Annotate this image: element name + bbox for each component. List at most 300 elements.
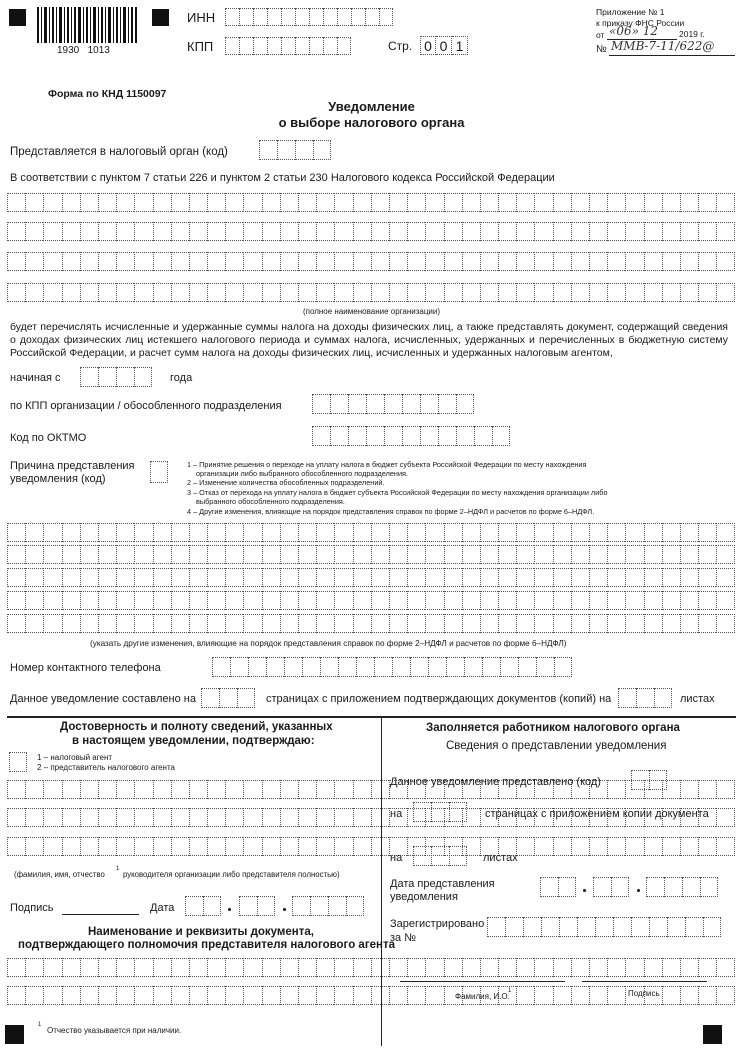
confirm-date-day[interactable] [185,896,221,916]
entry-cell[interactable] [716,808,734,827]
entry-cell[interactable] [262,986,280,1005]
other-changes-row-1[interactable] [7,523,735,542]
entry-cell[interactable] [316,614,334,633]
entry-cell[interactable] [334,252,352,271]
entry-cell[interactable] [171,545,189,564]
entry-cell[interactable] [353,568,371,587]
entry-cell[interactable] [207,252,225,271]
entry-cell[interactable] [225,252,243,271]
doc-row-2[interactable] [7,986,735,1005]
entry-cell[interactable] [353,591,371,610]
entry-cell[interactable] [498,614,516,633]
entry-cell[interactable] [407,545,425,564]
entry-cell[interactable] [553,222,571,241]
entry-cell[interactable] [644,837,662,856]
entry-cell[interactable] [43,808,61,827]
office-date-day[interactable] [540,877,576,897]
entry-cell[interactable] [407,614,425,633]
entry-cell[interactable] [607,545,625,564]
entry-cell[interactable] [389,252,407,271]
entry-cell[interactable] [353,780,371,799]
entry-cell[interactable] [280,614,298,633]
entry-cell[interactable] [262,252,280,271]
entry-cell[interactable] [571,568,589,587]
entry-cell[interactable] [116,523,134,542]
entry-cell[interactable] [716,545,734,564]
entry-cell[interactable] [353,545,371,564]
entry-cell[interactable] [207,958,225,977]
entry-cell[interactable] [43,545,61,564]
entry-cell[interactable] [43,986,61,1005]
entry-cell[interactable] [207,523,225,542]
entry-cell[interactable] [516,252,534,271]
entry-cell[interactable] [680,591,698,610]
entry-cell[interactable] [698,568,716,587]
entry-cell[interactable] [625,545,643,564]
entry-cell[interactable] [680,958,698,977]
entry-cell[interactable] [262,591,280,610]
entry-cell[interactable] [116,808,134,827]
entry-cell[interactable] [353,986,371,1005]
entry-cell[interactable] [371,614,389,633]
entry-cell[interactable] [134,568,152,587]
entry-cell[interactable] [225,780,243,799]
entry-cell[interactable] [98,523,116,542]
entry-cell[interactable] [43,568,61,587]
entry-cell[interactable] [43,780,61,799]
entry-cell[interactable] [353,283,371,302]
entry-cell[interactable] [7,252,25,271]
entry-cell[interactable] [662,545,680,564]
entry-cell[interactable] [298,283,316,302]
entry-cell[interactable] [116,252,134,271]
entry-cell[interactable] [589,252,607,271]
entry-cell[interactable] [62,545,80,564]
entry-cell[interactable] [534,958,552,977]
entry-cell[interactable] [462,568,480,587]
entry-cell[interactable] [153,222,171,241]
entry-cell[interactable] [716,780,734,799]
entry-cell[interactable] [353,523,371,542]
entry-cell[interactable] [407,591,425,610]
entry-cell[interactable] [316,568,334,587]
entry-cell[interactable] [644,222,662,241]
entry-cell[interactable] [716,222,734,241]
entry-cell[interactable] [225,614,243,633]
entry-cell[interactable] [334,780,352,799]
entry-cell[interactable] [7,986,25,1005]
entry-cell[interactable] [262,958,280,977]
entry-cell[interactable] [498,193,516,212]
entry-cell[interactable] [407,283,425,302]
entry-cell[interactable] [25,808,43,827]
entry-cell[interactable] [98,591,116,610]
entry-cell[interactable] [516,283,534,302]
entry-cell[interactable] [644,193,662,212]
entry-cell[interactable] [280,780,298,799]
entry-cell[interactable] [498,283,516,302]
entry-cell[interactable] [280,523,298,542]
entry-cell[interactable] [334,614,352,633]
entry-cell[interactable] [316,523,334,542]
office-date-year[interactable] [646,877,718,897]
entry-cell[interactable] [171,986,189,1005]
entry-cell[interactable] [389,545,407,564]
entry-cell[interactable] [498,958,516,977]
entry-cell[interactable] [298,780,316,799]
entry-cell[interactable] [553,614,571,633]
entry-cell[interactable] [153,780,171,799]
page-number-field[interactable]: 0 0 1 [420,36,468,55]
entry-cell[interactable] [534,193,552,212]
entry-cell[interactable] [716,283,734,302]
entry-cell[interactable] [498,591,516,610]
entry-cell[interactable] [262,193,280,212]
entry-cell[interactable] [189,545,207,564]
entry-cell[interactable] [280,252,298,271]
entry-cell[interactable] [262,283,280,302]
entry-cell[interactable] [625,568,643,587]
entry-cell[interactable] [534,614,552,633]
entry-cell[interactable] [43,614,61,633]
entry-cell[interactable] [243,614,261,633]
entry-cell[interactable] [680,222,698,241]
entry-cell[interactable] [280,193,298,212]
entry-cell[interactable] [43,222,61,241]
entry-cell[interactable] [444,545,462,564]
kpp-field[interactable] [225,37,351,55]
entry-cell[interactable] [425,591,443,610]
entry-cell[interactable] [298,614,316,633]
entry-cell[interactable] [298,986,316,1005]
entry-cell[interactable] [43,252,61,271]
entry-cell[interactable] [98,222,116,241]
entry-cell[interactable] [553,193,571,212]
entry-cell[interactable] [116,283,134,302]
entry-cell[interactable] [153,614,171,633]
entry-cell[interactable] [262,568,280,587]
entry-cell[interactable] [462,193,480,212]
entry-cell[interactable] [480,283,498,302]
entry-cell[interactable] [62,222,80,241]
entry-cell[interactable] [316,193,334,212]
entry-cell[interactable] [62,808,80,827]
entry-cell[interactable] [280,568,298,587]
entry-cell[interactable] [371,222,389,241]
entry-cell[interactable] [462,523,480,542]
entry-cell[interactable] [298,523,316,542]
entry-cell[interactable] [25,837,43,856]
entry-cell[interactable] [243,222,261,241]
entry-cell[interactable] [625,614,643,633]
entry-cell[interactable] [171,283,189,302]
entry-cell[interactable] [680,523,698,542]
entry-cell[interactable] [298,193,316,212]
entry-cell[interactable] [80,614,98,633]
entry-cell[interactable] [134,614,152,633]
entry-cell[interactable] [171,222,189,241]
entry-cell[interactable] [207,986,225,1005]
entry-cell[interactable] [80,958,98,977]
entry-cell[interactable] [7,222,25,241]
entry-cell[interactable] [334,591,352,610]
entry-cell[interactable] [7,523,25,542]
entry-cell[interactable] [480,591,498,610]
entry-cell[interactable] [62,837,80,856]
entry-cell[interactable] [316,252,334,271]
entry-cell[interactable] [98,568,116,587]
entry-cell[interactable] [80,545,98,564]
entry-cell[interactable] [716,958,734,977]
entry-cell[interactable] [716,252,734,271]
entry-cell[interactable] [571,614,589,633]
entry-cell[interactable] [571,591,589,610]
entry-cell[interactable] [680,193,698,212]
entry-cell[interactable] [353,193,371,212]
entry-cell[interactable] [171,837,189,856]
confirm-date-year[interactable] [292,896,364,916]
entry-cell[interactable] [534,523,552,542]
entry-cell[interactable] [553,523,571,542]
entry-cell[interactable] [80,808,98,827]
entry-cell[interactable] [280,958,298,977]
phone-field[interactable] [212,657,572,677]
entry-cell[interactable] [334,193,352,212]
entry-cell[interactable] [353,222,371,241]
entry-cell[interactable] [553,958,571,977]
entry-cell[interactable] [680,780,698,799]
other-changes-row-2[interactable] [7,545,735,564]
inn-field[interactable] [225,8,393,26]
entry-cell[interactable] [680,545,698,564]
entry-cell[interactable] [25,986,43,1005]
entry-cell[interactable] [62,614,80,633]
entry-cell[interactable] [207,193,225,212]
entry-cell[interactable] [698,591,716,610]
entry-cell[interactable] [98,545,116,564]
entry-cell[interactable] [589,614,607,633]
entry-cell[interactable] [644,523,662,542]
entry-cell[interactable] [498,222,516,241]
entry-cell[interactable] [25,568,43,587]
entry-cell[interactable] [662,614,680,633]
entry-cell[interactable] [334,808,352,827]
entry-cell[interactable] [298,568,316,587]
entry-cell[interactable] [316,780,334,799]
entry-cell[interactable] [316,545,334,564]
entry-cell[interactable] [62,252,80,271]
entry-cell[interactable] [625,193,643,212]
other-changes-row-3[interactable] [7,568,735,587]
entry-cell[interactable] [25,614,43,633]
entry-cell[interactable] [80,568,98,587]
entry-cell[interactable] [644,252,662,271]
confirmer-type-field[interactable] [9,752,27,772]
entry-cell[interactable] [371,283,389,302]
entry-cell[interactable] [98,614,116,633]
entry-cell[interactable] [698,222,716,241]
entry-cell[interactable] [98,837,116,856]
entry-cell[interactable] [298,252,316,271]
entry-cell[interactable] [62,523,80,542]
entry-cell[interactable] [116,958,134,977]
entry-cell[interactable] [116,568,134,587]
entry-cell[interactable] [462,545,480,564]
entry-cell[interactable] [298,808,316,827]
entry-cell[interactable] [207,808,225,827]
entry-cell[interactable] [534,252,552,271]
entry-cell[interactable] [62,283,80,302]
org-name-row-4[interactable] [7,283,735,302]
entry-cell[interactable] [662,837,680,856]
entry-cell[interactable] [625,523,643,542]
entry-cell[interactable] [407,252,425,271]
entry-cell[interactable] [371,958,389,977]
entry-cell[interactable] [334,283,352,302]
entry-cell[interactable] [644,614,662,633]
entry-cell[interactable] [280,986,298,1005]
entry-cell[interactable] [153,523,171,542]
entry-cell[interactable] [716,837,734,856]
entry-cell[interactable] [607,568,625,587]
entry-cell[interactable] [462,591,480,610]
entry-cell[interactable] [644,591,662,610]
entry-cell[interactable] [298,545,316,564]
entry-cell[interactable] [371,193,389,212]
entry-cell[interactable] [116,780,134,799]
entry-cell[interactable] [207,780,225,799]
entry-cell[interactable] [353,252,371,271]
entry-cell[interactable] [389,986,407,1005]
entry-cell[interactable] [134,545,152,564]
entry-cell[interactable] [189,568,207,587]
entry-cell[interactable] [444,523,462,542]
entry-cell[interactable] [62,958,80,977]
entry-cell[interactable] [80,283,98,302]
entry-cell[interactable] [371,252,389,271]
entry-cell[interactable] [43,283,61,302]
entry-cell[interactable] [571,545,589,564]
entry-cell[interactable] [716,591,734,610]
entry-cell[interactable] [207,222,225,241]
entry-cell[interactable] [316,837,334,856]
entry-cell[interactable] [225,837,243,856]
entry-cell[interactable] [516,193,534,212]
entry-cell[interactable] [662,283,680,302]
entry-cell[interactable] [589,837,607,856]
signature-line[interactable] [62,914,139,915]
entry-cell[interactable] [80,591,98,610]
entry-cell[interactable] [43,523,61,542]
entry-cell[interactable] [80,252,98,271]
entry-cell[interactable] [7,837,25,856]
entry-cell[interactable] [171,252,189,271]
entry-cell[interactable] [116,545,134,564]
entry-cell[interactable] [225,568,243,587]
entry-cell[interactable] [644,545,662,564]
entry-cell[interactable] [389,222,407,241]
entry-cell[interactable] [389,193,407,212]
entry-cell[interactable] [153,283,171,302]
entry-cell[interactable] [480,614,498,633]
entry-cell[interactable] [225,808,243,827]
entry-cell[interactable] [516,986,534,1005]
entry-cell[interactable] [662,568,680,587]
entry-cell[interactable] [262,837,280,856]
entry-cell[interactable] [243,252,261,271]
entry-cell[interactable] [189,837,207,856]
entry-cell[interactable] [98,252,116,271]
entry-cell[interactable] [589,523,607,542]
entry-cell[interactable] [516,614,534,633]
entry-cell[interactable] [334,545,352,564]
entry-cell[interactable] [698,614,716,633]
entry-cell[interactable] [243,283,261,302]
entry-cell[interactable] [534,283,552,302]
entry-cell[interactable] [25,591,43,610]
entry-cell[interactable] [171,808,189,827]
entry-cell[interactable] [80,986,98,1005]
entry-cell[interactable] [316,591,334,610]
submitted-code-field[interactable] [631,770,667,790]
entry-cell[interactable] [444,193,462,212]
entry-cell[interactable] [171,780,189,799]
entry-cell[interactable] [43,958,61,977]
entry-cell[interactable] [189,591,207,610]
entry-cell[interactable] [444,958,462,977]
entry-cell[interactable] [389,591,407,610]
entry-cell[interactable] [316,808,334,827]
entry-cell[interactable] [425,283,443,302]
entry-cell[interactable] [153,986,171,1005]
entry-cell[interactable] [134,283,152,302]
entry-cell[interactable] [243,591,261,610]
entry-cell[interactable] [116,986,134,1005]
entry-cell[interactable] [153,837,171,856]
entry-cell[interactable] [134,958,152,977]
starting-year-field[interactable] [80,367,152,387]
entry-cell[interactable] [243,780,261,799]
entry-cell[interactable] [353,808,371,827]
confirm-date-month[interactable] [239,896,275,916]
entry-cell[interactable] [207,614,225,633]
reason-code-field[interactable] [150,461,168,483]
entry-cell[interactable] [389,283,407,302]
entry-cell[interactable] [589,568,607,587]
entry-cell[interactable] [698,545,716,564]
entry-cell[interactable] [316,283,334,302]
entry-cell[interactable] [280,283,298,302]
entry-cell[interactable] [607,986,625,1005]
entry-cell[interactable] [425,222,443,241]
entry-cell[interactable] [480,568,498,587]
entry-cell[interactable] [589,222,607,241]
entry-cell[interactable] [698,780,716,799]
entry-cell[interactable] [43,837,61,856]
entry-cell[interactable] [680,568,698,587]
entry-cell[interactable] [7,545,25,564]
entry-cell[interactable] [243,808,261,827]
entry-cell[interactable] [334,837,352,856]
other-changes-row-4[interactable] [7,591,735,610]
entry-cell[interactable] [716,193,734,212]
entry-cell[interactable] [189,958,207,977]
entry-cell[interactable] [698,523,716,542]
entry-cell[interactable] [698,837,716,856]
entry-cell[interactable] [262,614,280,633]
entry-cell[interactable] [571,222,589,241]
entry-cell[interactable] [444,591,462,610]
